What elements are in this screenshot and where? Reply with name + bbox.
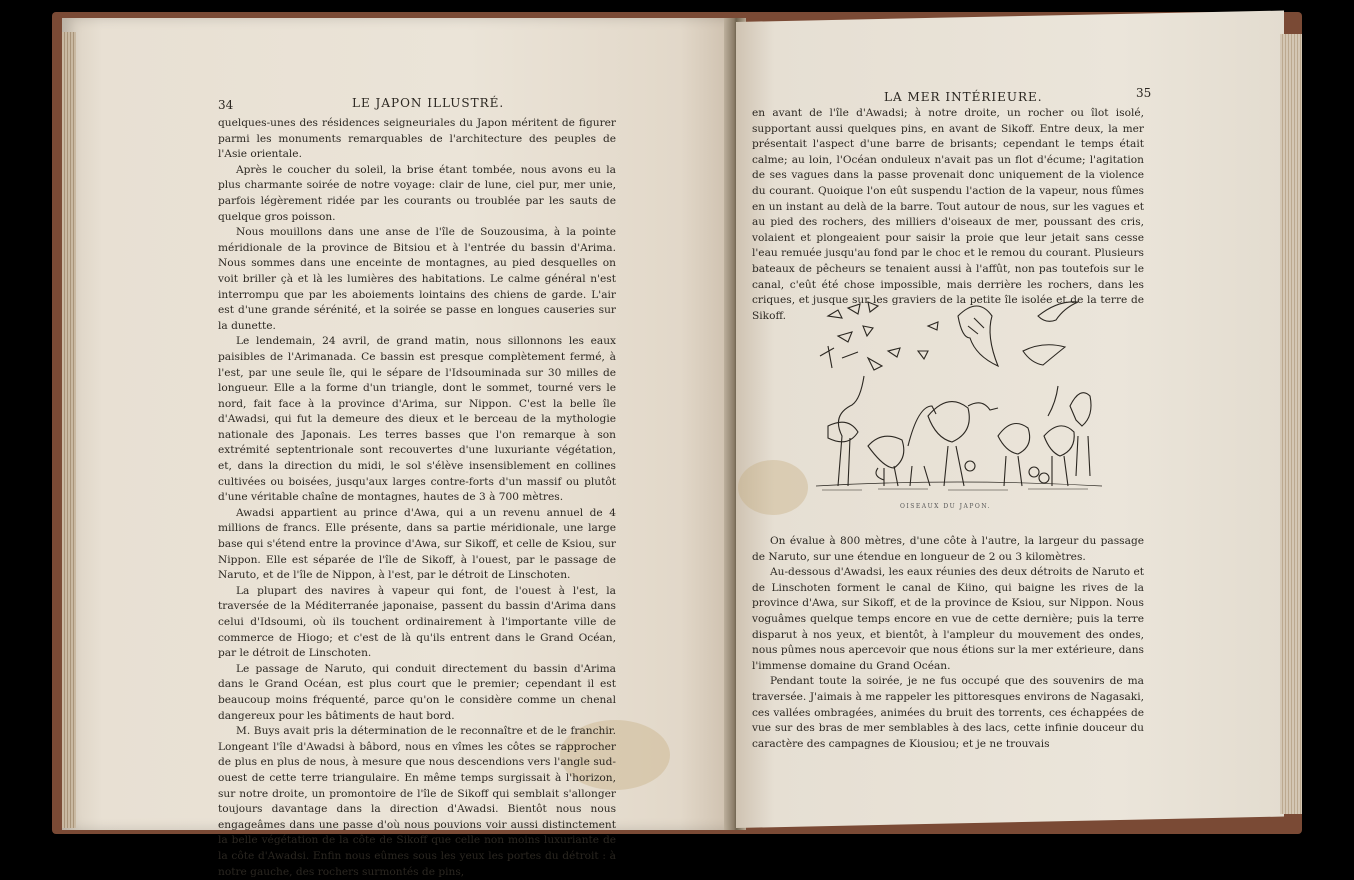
right-page-edges (1280, 34, 1302, 814)
right-body-text-bottom (752, 534, 1144, 752)
right-body-text-top (752, 106, 1144, 324)
paragraph: quelques-unes des résidences seigneuriales du Japon méritent de figurer parmi les monuments remarquables de l'architecture des peuples de l'Asie orientale. (218, 117, 616, 161)
left-running-head: LE JAPON ILLUSTRÉ. (352, 96, 505, 110)
paragraph: Nous mouillons dans une anse de l'île de Souzousima, à la pointe méridionale de la province de Bitsiou et à l'entrée du bassin d'Arima. Nous sommes dans une enceinte de montagnes, au pied desquelles on voit briller çà et là les lumières des habitations. Le calme général n'est interrompu que par les aboiements lointains des chiens de garde. L'air est d'une grande sérénité, et la soirée se passe en longues causeries sur la dunette. (218, 226, 616, 332)
paragraph: Le lendemain, 24 avril, de grand matin, nous sillonnons les eaux paisibles de l'Arimanada. Ce bassin est presque complètement fermé, à l'est, par une seule île, qui le sépare de l'Idsouminada sur 30 milles de longueur. Elle a la forme d'un triangle, dont le sommet, tourné vers le nord, fait face à la province d'Arima, sur Nippon. C'est la belle île d'Awadsi, qui fut la demeure des dieux et le berceau de la mythologie nationale des Japonais. Les terres basses que l'on remarque à son extrémité septentrionale sont recouvertes d'une luxuriante végétation, et, dans la direction du midi, le sol s'élève insensiblement en collines cultivées ou boisées, jusqu'aux larges contre-forts d'un massif ou plutôt d'une véritable chaîne de montagnes, hautes de 3 à 700 mètres. (218, 335, 616, 504)
paragraph: La plupart des navires à vapeur qui font, de l'ouest à l'est, la traversée de la Méditerranée japonaise, passent du bassin d'Arima dans celui d'Idsoumi, où ils touchent ordinairement à l'importante ville de commerce de Hiogo; et c'est de là qu'ils entrent dans le Grand Océan, par le détroit de Linschoten. (218, 584, 616, 660)
left-body-text (218, 116, 616, 880)
page-stain (738, 460, 808, 515)
paragraph: Après le coucher du soleil, la brise étant tombée, nous avons eu la plus charmante soirée de notre voyage: clair de lune, ciel pur, mer unie, parfois légèrement ridée par les courants ou troublée par les sauts de quelque gros poisson. (218, 163, 616, 223)
left-page-number: 34 (218, 98, 234, 112)
paragraph: On évalue à 800 mètres, d'une côte à l'autre, la largeur du passage de Naruto, sur une étendue en longueur de 2 ou 3 kilomètres. (752, 535, 1144, 563)
paragraph: en avant de l'île d'Awadsi; à notre droite, un rocher ou îlot isolé, supportant aussi quelques pins, en avant de Sikoff. Entre deux, la mer présentait l'aspect d'une barre de brisants; cependant le temps était calme; au loin, l'Océan onduleux n'avait pas un flot d'écume; l'agitation de ses vagues dans la passe provenait donc uniquement de la violence du courant. Quoique l'on eût suspendu l'action de la vapeur, nous fûmes en un instant au delà de la barre. Tout autour de nous, sur les vagues et au pied des rochers, des milliers d'oiseaux de mer, poussant des cris, volaient et plongeaient pour saisir la proie que leur jetait sans cesse l'eau remuée jusqu'au fond par le choc et le remou du courant. Plusieurs bateaux de pêcheurs se tenaient aussi à l'affût, non pas toutefois sur le canal, c'eût été chose impossible, mais derrière les rochers, dans les criques, et jusque sur les graviers de la petite île isolée et de la terre de Sikoff. (752, 107, 1144, 322)
figure-caption: OISEAUX DU JAPON. (900, 503, 992, 510)
paragraph: Awadsi appartient au prince d'Awa, qui a un revenu annuel de 4 millions de francs. Elle présente, dans sa partie méridionale, une large base qui s'étend entre la province d'Awa, sur Sikoff, et celle de Ksiou, sur Nippon. Elle est séparée de l'île de Sikoff, à l'ouest, par le passage de Naruto, et de l'île de Nippon, à l'est, par le détroit de Linschoten. (218, 506, 616, 582)
right-running-head: LA MER INTÉRIEURE. (884, 90, 1043, 104)
paragraph: M. Buys avait pris la détermination de le reconnaître et de le franchir. Longeant l'île d'Awadsi à bâbord, nous en vîmes les côtes se rapprocher de plus en plus de nous, à mesure que nous descendions vers l'angle sud-ouest de cette terre triangulaire. En même temps surgissait à l'horizon, sur notre droite, un promontoire de l'île de Sikoff qui semblait s'allonger toujours davantage dans la direction d'Awadsi. Bientôt nous nous engageâmes dans une passe d'où nous pouvions voir aussi distinctement la belle végétation de la côte de Sikoff que celle non moins luxuriante de la côte d'Awadsi. Enfin nous eûmes sous les yeux les portes du détroit : à notre gauche, des rochers surmontés de pins, (218, 725, 616, 878)
left-page-edges (62, 32, 76, 828)
right-page-number: 35 (1136, 86, 1152, 100)
paragraph: Pendant toute la soirée, je ne fus occupé que des souvenirs de ma traversée. J'aimais à me rappeler les pittoresques environs de Nagasaki, ces vallées ombragées, animées du bruit des torrents, ces échappées de vue sur des bras de mer semblables à des lacs, cette infinie douceur du caractère des campagnes de Kiousiou; et je ne trouvais (752, 675, 1144, 750)
paragraph: Le passage de Naruto, qui conduit directement du bassin d'Arima dans le Grand Océan, est plus court que le premier; cependant il est beaucoup moins fréquenté, parce qu'on le considère comme un chenal dangereux pour les bâtiments de haut bord. (218, 662, 616, 722)
birds-illustration (808, 296, 1104, 494)
paragraph: Au-dessous d'Awadsi, les eaux réunies des deux détroits de Naruto et de Linschoten forment le canal de Kiino, qui baigne les rives de la province d'Awa, sur Sikoff, et de la province de Ksiou, sur Nippon. Nous voguâmes quelque temps encore en vue de cette dernière; puis la terre disparut à nos yeux, et bientôt, à l'ampleur du mouvement des ondes, nous pûmes nous apercevoir que nous étions sur la mer extérieure, dans l'immense domaine du Grand Océan. (752, 566, 1144, 672)
